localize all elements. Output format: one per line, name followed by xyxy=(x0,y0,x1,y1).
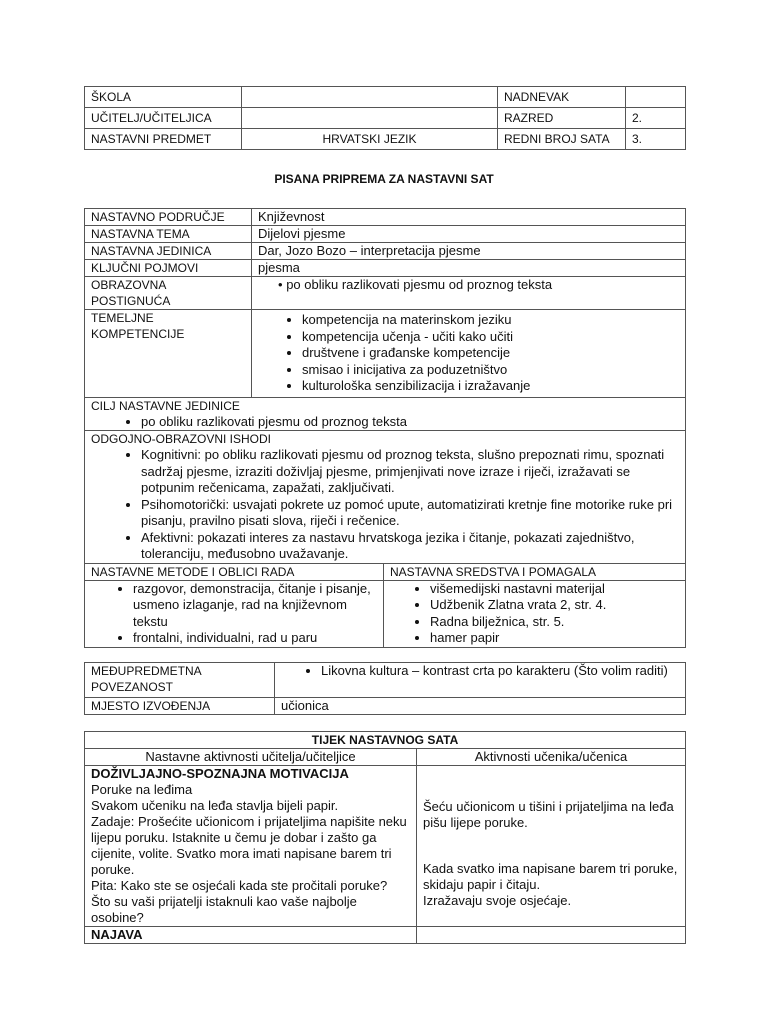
area-label: NASTAVNO PODRUČJE xyxy=(85,209,252,226)
methods-cell xyxy=(85,580,384,647)
competencies-cell xyxy=(252,310,686,398)
outcomes-value: po obliku razlikovati pjesmu od proznog teksta xyxy=(286,277,553,292)
page-title: PISANA PRIPREMA ZA NASTAVNI SAT xyxy=(274,172,494,186)
flow-table xyxy=(84,731,686,944)
school-row xyxy=(85,87,686,108)
list-item: • višemedijski nastavni materijal xyxy=(430,581,679,598)
list-item: • hamer papir xyxy=(430,630,679,647)
list-item: • Afektivni: pokazati interes za nastavu hrvatskoga jezika i čitanje, pokazati zajedništvo, toleranciju, međusobno uvažavanje. xyxy=(141,530,679,563)
place-value: učionica xyxy=(275,698,686,715)
teacher-activities-cell xyxy=(85,766,417,927)
details-table xyxy=(84,208,686,648)
goal-value: • po obliku razlikovati pjesmu od proznog teksta xyxy=(141,414,679,431)
competencies-label: TEMELJNE KOMPETENCIJE xyxy=(85,310,252,398)
theme-value: Dijelovi pjesme xyxy=(252,226,686,243)
list-item: • Radna bilježnica, str. 5. xyxy=(430,614,679,631)
aids-cell xyxy=(384,580,686,647)
key-terms-label: KLJUČNI POJMOVI xyxy=(85,260,252,277)
bullet-icon: • xyxy=(278,277,283,292)
student-column-header: Aktivnosti učenika/učenica xyxy=(417,749,686,766)
activity-line: Poruke na leđima xyxy=(91,782,193,797)
grade-label: RAZRED xyxy=(498,108,626,129)
section-heading: NAJAVA xyxy=(85,927,417,944)
area-value: Književnost xyxy=(252,209,686,226)
outcomes-label: OBRAZOVNA POSTIGNUĆA xyxy=(85,277,252,310)
section-heading: DOŽIVLJAJNO-SPOZNAJNA MOTIVACIJA xyxy=(91,766,349,781)
correlation-table xyxy=(84,662,686,715)
unit-value: Dar, Jozo Bozo – interpretacija pjesme xyxy=(252,243,686,260)
header-table xyxy=(84,86,686,150)
flow-title: TIJEK NASTAVNOG SATA xyxy=(85,732,686,749)
correlation-label: MEĐUPREDMETNA POVEZANOST xyxy=(85,663,275,698)
activity-line: Svakom učeniku na leđa stavlja bijeli papir. xyxy=(91,798,339,813)
list-item: • Kognitivni: po obliku razlikovati pjesmu od proznog teksta, slušno prepoznati rimu, spoznati sadržaj pjesme, izraziti doživljaj pjesme, primjenjivati nove izraze i riječi, izražavati se potpunim rečenicama, zapažati, zaključivati. xyxy=(141,447,679,497)
grade-value: 2. xyxy=(626,108,686,129)
activity-line: Pita: Kako ste se osjećali kada ste pročitali poruke? Što su vaši prijatelji istaknuli kao vaše najbolje osobine? xyxy=(91,878,388,925)
teacher-label: UČITELJ/UČITELJICA xyxy=(85,108,242,129)
lesson-no-value: 3. xyxy=(626,129,686,150)
outcomes-cell xyxy=(252,277,686,310)
date-label: NADNEVAK xyxy=(498,87,626,108)
ishodi-cell xyxy=(85,431,686,564)
list-item: • Psihomotorički: usvajati pokrete uz pomoć upute, automatizirati kretnje fine motorike ruke pri pisanju, pravilno pisati slova, riječi i rečenice. xyxy=(141,497,679,530)
unit-label: NASTAVNA JEDINICA xyxy=(85,243,252,260)
correlation-cell xyxy=(275,663,686,698)
lesson-no-label: REDNI BROJ SATA xyxy=(498,129,626,150)
theme-label: NASTAVNA TEMA xyxy=(85,226,252,243)
student-activity-line: Kada svatko ima napisane barem tri poruke, skidaju papir i čitaju. xyxy=(423,861,678,892)
list-item: • kulturološka senzibilizacija i izražavanje xyxy=(302,378,679,395)
list-item: • društvene i građanske kompetencije xyxy=(302,345,679,362)
student-activity-line: Šeću učionicom u tišini i prijateljima na leđa pišu lijepe poruke. xyxy=(423,799,674,830)
school-label: ŠKOLA xyxy=(85,87,242,108)
list-item: • razgovor, demonstracija, čitanje i pisanje, usmeno izlaganje, rad na književnom tekstu xyxy=(133,581,377,631)
student-activities-cell xyxy=(417,766,686,927)
activity-line: Zadaje: Prošećite učionicom i prijateljima napišite neku lijepu poruku. Istaknite u čemu je dobar i zašto ga cijenite, volite. Svatko mora imati napisane barem tri poruke. xyxy=(91,814,407,877)
aids-label: NASTAVNA SREDSTVA I POMAGALA xyxy=(384,563,686,580)
goal-cell xyxy=(85,397,686,431)
teacher-row xyxy=(85,108,686,129)
correlation-value: • Likovna kultura – kontrast crta po karakteru (Što volim raditi) xyxy=(321,663,679,680)
empty-cell xyxy=(417,927,686,944)
key-terms-value: pjesma xyxy=(252,260,686,277)
list-item: • kompetencija na materinskom jeziku xyxy=(302,312,679,329)
competencies-list xyxy=(258,312,679,395)
list-item: • frontalni, individualni, rad u paru xyxy=(133,630,377,647)
place-label: MJESTO IZVOĐENJA xyxy=(85,698,275,715)
student-activity-line: Izražavaju svoje osjećaje. xyxy=(423,893,572,908)
date-value[interactable] xyxy=(626,87,686,108)
school-value[interactable] xyxy=(242,87,498,108)
ishodi-label: ODGOJNO-OBRAZOVNI ISHODI xyxy=(91,432,272,446)
list-item: • Udžbenik Zlatna vrata 2, str. 4. xyxy=(430,597,679,614)
subject-value: HRVATSKI JEZIK xyxy=(242,129,498,150)
methods-label: NASTAVNE METODE I OBLICI RADA xyxy=(85,563,384,580)
subject-row xyxy=(85,129,686,150)
list-item: • kompetencija učenja - učiti kako učiti xyxy=(302,329,679,346)
goal-label: CILJ NASTAVNE JEDINICE xyxy=(91,398,240,413)
teacher-column-header: Nastavne aktivnosti učitelja/učiteljice xyxy=(85,749,417,766)
teacher-value[interactable] xyxy=(242,108,498,129)
list-item: • smisao i inicijativa za poduzetništvo xyxy=(302,362,679,379)
subject-label: NASTAVNI PREDMET xyxy=(85,129,242,150)
